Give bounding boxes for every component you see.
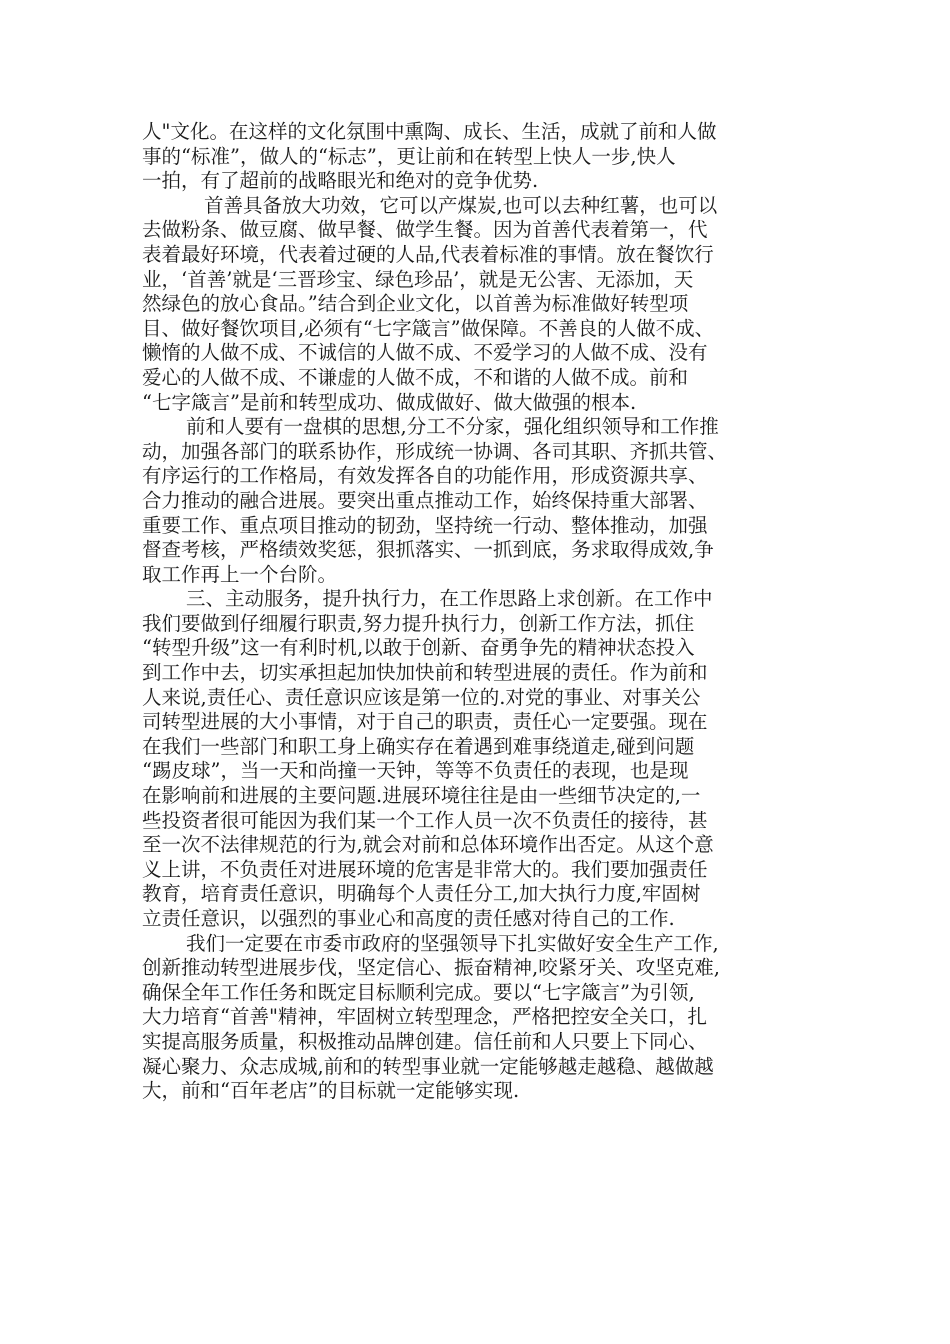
text-line: 动，加强各部门的联系协作，形成统一协调、各司其职、齐抓共管、 — [142, 439, 728, 463]
text-line: 至一次不法律规范的行为,就会对前和总体环境作出否定。从这个意 — [142, 833, 714, 857]
text-line: 些投资者很可能因为我们某一个工作人员一次不负责任的接待，甚 — [142, 808, 708, 832]
text-line: 三、主动服务，提升执行力，在工作思路上求创新。在工作中 — [186, 587, 713, 611]
text-line: 去做粉条、做豆腐、做早餐、做学生餐。因为首善代表着第一，代 — [142, 218, 708, 242]
text-line: 到工作中去，切实承担起加快加快前和转型进展的责任。作为前和 — [142, 661, 708, 685]
text-line: 业，‘首善’就是‘三晋珍宝、绿色珍品’，就是无公害、无添加，天 — [142, 267, 694, 291]
text-line: 一拍，有了超前的战略眼光和绝对的竞争优势. — [142, 169, 539, 193]
paragraph — [142, 415, 842, 587]
text-line: 表着最好环境，代表着过硬的人品,代表着标准的事情。放在餐饮行 — [142, 242, 714, 266]
text-line: 在我们一些部门和职工身上确实存在着遇到难事绕道走,碰到问题 — [142, 734, 695, 758]
text-line: 在影响前和进展的主要问题.进展环境往往是由一些细节决定的,一 — [142, 784, 701, 808]
text-line: 司转型进展的大小事情，对于自己的职责，责任心一定要强。现在 — [142, 710, 708, 734]
text-line: 立责任意识，以强烈的事业心和高度的责任感对待自己的工作. — [142, 907, 675, 930]
text-line: 教育，培育责任意识，明确每个人责任分工,加大执行力度,牢固树 — [142, 882, 701, 906]
text-line: 懒惰的人做不成、不诚信的人做不成、不爱学习的人做不成、没有 — [142, 341, 708, 365]
text-line: 人"文化。在这样的文化氛围中熏陶、成长、生活，成就了前和人做 — [142, 120, 717, 143]
paragraph — [142, 587, 842, 931]
text-line: 爱心的人做不成、不谦虚的人做不成，不和谐的人做不成。前和 — [142, 365, 689, 389]
text-line: 大力培育“首善"精神，牢固树立转型理念，严格把控安全关口，扎 — [142, 1005, 707, 1029]
text-line: 大，前和“百年老店”的目标就一定能够实现. — [142, 1079, 520, 1103]
text-line: 重要工作、重点项目推动的韧劲，坚持统一行动、整体推动，加强 — [142, 513, 708, 537]
text-line: “踢皮球”，当一天和尚撞一天钟，等等不负责任的表现，也是现 — [142, 759, 689, 783]
text-line: 我们一定要在市委市政府的坚强领导下扎实做好安全生产工作, — [186, 931, 719, 955]
text-line: 人来说,责任心、责任意识应该是第一位的.对党的事业、对事关公 — [142, 685, 701, 709]
document-body — [142, 120, 842, 1104]
text-line: “转型升级”这一有利时机,以敢于创新、奋勇争先的精神状态投入 — [142, 636, 695, 660]
text-line: 凝心聚力、众志成城,前和的转型事业就一定能够越走越稳、越做越 — [142, 1054, 714, 1078]
text-line: 合力推动的融合进展。要突出重点推动工作，始终保持重大部署、 — [142, 488, 708, 512]
text-line: 然绿色的放心食品。”结合到企业文化，以首善为标准做好转型项 — [142, 292, 689, 316]
text-line: 义上讲，不负责任对进展环境的危害是非常大的。我们要加强责任 — [142, 857, 708, 881]
text-line: 我们要做到仔细履行职责,努力提升执行力，创新工作方法，抓住 — [142, 611, 695, 635]
text-line: 创新推动转型进展步伐，坚定信心、振奋精神,咬紧牙关、攻坚克难, — [142, 956, 720, 980]
text-line: 实提高服务质量，积极推动品牌创建。信任前和人只要上下同心、 — [142, 1029, 708, 1053]
text-line: 有序运行的工作格局，有效发挥各自的功能作用，形成资源共享、 — [142, 464, 708, 488]
text-line: “七字箴言”是前和转型成功、做成做好、做大做强的根本. — [142, 390, 637, 414]
text-line: 事的“标准”，做人的“标志”，更让前和在转型上快人一步,快人 — [142, 144, 676, 168]
paragraph — [142, 120, 842, 194]
text-line: 首善具备放大功效，它可以产煤炭,也可以去种红薯，也可以 — [204, 193, 718, 217]
text-line: 取工作再上一个台阶。 — [142, 562, 338, 586]
text-line: 确保全年工作任务和既定目标顺利完成。要以“七字箴言”为引领, — [142, 980, 695, 1004]
text-line: 督查考核，严格绩效奖惩，狠抓落实、一抓到底，务求取得成效,争 — [142, 538, 714, 562]
paragraph — [142, 932, 842, 1104]
paragraph — [142, 194, 842, 415]
text-line: 前和人要有一盘棋的思想,分工不分家，强化组织领导和工作推 — [186, 415, 719, 439]
text-line: 目、做好餐饮项目,必须有“七字箴言”做保障。不善良的人做不成、 — [142, 316, 715, 340]
